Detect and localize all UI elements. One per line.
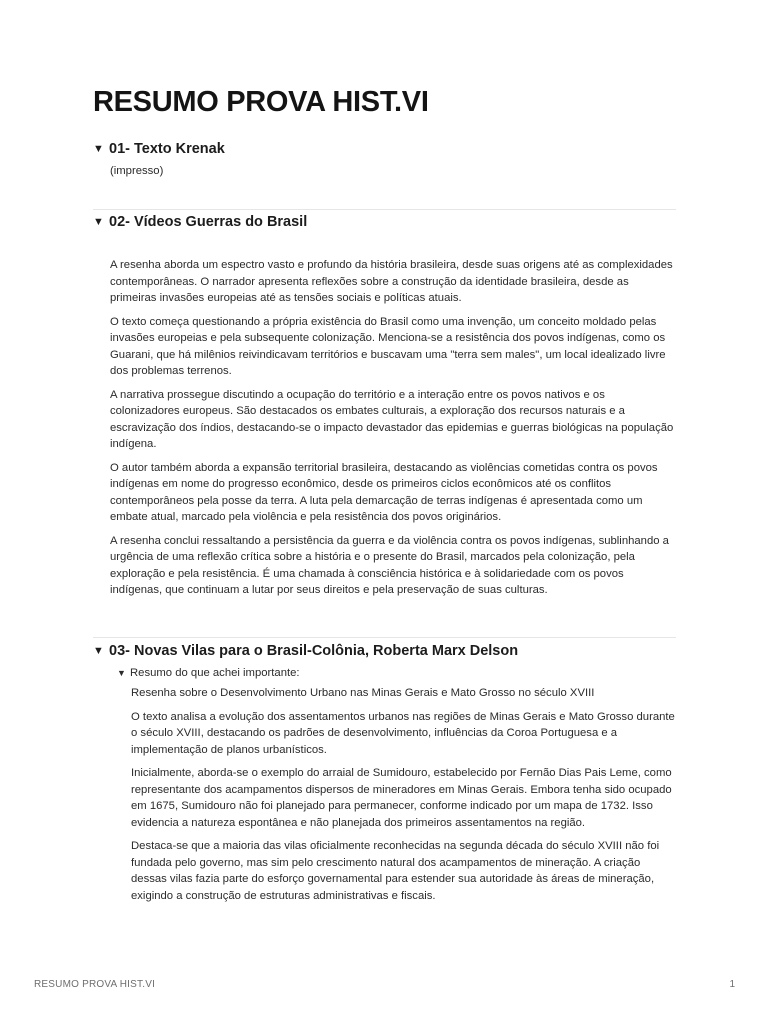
paragraph: (impresso): [110, 165, 164, 177]
triangle-down-icon[interactable]: ▼: [93, 142, 104, 155]
toggle-section-guerras: [93, 214, 676, 606]
page-title: RESUMO PROVA HIST.VI: [93, 86, 429, 118]
toggle-header-novas-vilas[interactable]: [93, 643, 676, 659]
footer-title: RESUMO PROVA HIST.VI: [34, 979, 156, 990]
paragraph: Destaca-se que a maioria das vilas oficialmente reconhecidas na segunda década do século XVIII não foi fundada pelo governo, mas sim pelo crescimento natural dos acampamentos de mineração. A criação dessas vilas fazia parte do esforço governamental para estender sua autoridade às áreas de mineração, exigindo a construção de estruturas administrativas e fiscais.: [131, 840, 660, 902]
section-body: [110, 163, 676, 180]
paragraph: O texto começa questionando a própria existência do Brasil como uma invenção, um conceito moldado pelas invasões europeias e pela subsequente colonização. Menciona-se a resistência dos povos indígenas, como os Guarani, que há milênios reivindicavam territórios e buscavam uma "terra sem males", um local idealizado livre dos problemas terrenos.: [110, 315, 666, 377]
toggle-section-novas-vilas: [93, 643, 676, 911]
paragraph: O autor também aborda a expansão territorial brasileira, destacando as violências cometidas contra os povos indígenas em nome do progresso econômico, desde os primeiros ciclos econômicos até os conflitos contemporâneos pela posse da terra. A luta pela demarcação de terras indígenas é apresentada como um embate atual, marcado pela violência e pela resistência dos povos originários.: [110, 461, 658, 523]
section-heading: 03- Novas Vilas para o Brasil-Colônia, Roberta Marx Delson: [109, 643, 519, 659]
paragraph: Inicialmente, aborda-se o exemplo do arraial de Sumidouro, estabelecido por Fernão Dias Pais Leme, como representante dos acampamentos dispersos de mineradores em Minas Gerais. Embora tenha sido ocupado em 1675, Sumidouro não foi planejado para permanecer, conforme indicado por um mapa de 1732. Isso evidencia a natureza espontânea e não planejada dos primeiros assentamentos na região.: [131, 767, 672, 829]
page-number: 1: [729, 979, 735, 990]
paragraph: Resenha sobre o Desenvolvimento Urbano nas Minas Gerais e Mato Grosso no século XVIII: [131, 687, 595, 699]
section-body: [110, 257, 676, 599]
divider: [93, 637, 676, 638]
toggle-subheader[interactable]: [117, 667, 676, 679]
triangle-down-icon[interactable]: ▼: [117, 667, 126, 678]
section-heading: 01- Texto Krenak: [109, 141, 225, 157]
paragraph: A narrativa prossegue discutindo a ocupação do território e a interação entre os povos nativos e os colonizadores europeus. São destacados os embates culturais, a exploração dos recursos naturais e a escravização dos índios, destacando-se o impacto devastador das epidemias e guerras biológicas na população indígena.: [110, 388, 674, 450]
subsection-heading: Resumo do que achei importante:: [130, 667, 300, 679]
toggle-header-guerras[interactable]: [93, 214, 676, 230]
divider: [93, 209, 676, 210]
triangle-down-icon[interactable]: ▼: [93, 644, 104, 657]
paragraph: O texto analisa a evolução dos assentamentos urbanos nas regiões de Minas Gerais e Mato Grosso durante o século XVIII, destacando os padrões de desenvolvimento, influências da Coroa Portuguesa e a implementação de planos urbanísticos.: [131, 710, 675, 756]
paragraph: A resenha conclui ressaltando a persistência da guerra e da violência contra os povos indígenas, sublinhando a urgência de uma reflexão crítica sobre a história e o presente do Brasil, marcados pela colonização, pela exploração e pela resistência. É uma chamada à consciência histórica e à solidariedade com os povos indígenas, que continuam a lutar por seus direitos e pela preservação de suas culturas.: [110, 534, 669, 596]
toggle-header-krenak[interactable]: [93, 141, 676, 157]
section-body: [131, 685, 676, 904]
paragraph: A resenha aborda um espectro vasto e profundo da história brasileira, desde suas origens até as complexidades contemporâneas. O narrador apresenta reflexões sobre a construção da identidade brasileira, desde as primeiras invasões europeias até as tensões sociais e políticas atuais.: [110, 259, 673, 304]
triangle-down-icon[interactable]: ▼: [93, 215, 104, 228]
section-heading: 02- Vídeos Guerras do Brasil: [109, 214, 308, 230]
toggle-section-krenak: [93, 141, 676, 187]
